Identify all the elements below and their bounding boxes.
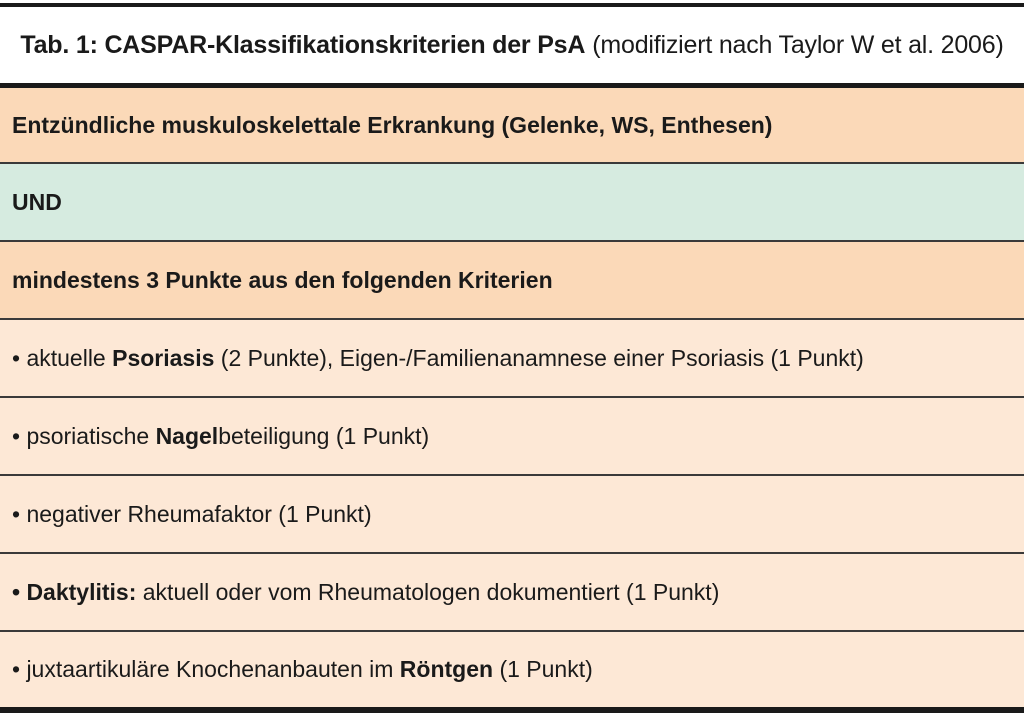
row-text-pre: • aktuelle (12, 344, 113, 371)
row-criterion-nail (0, 398, 1024, 476)
row-criterion-xray (0, 632, 1024, 707)
row-text-post: (2 Punkte), Eigen-/Familienanamnese einer Psoriasis (1 Punkt) (214, 344, 864, 371)
row-text-post: (1 Punkt) (493, 656, 593, 682)
table-caption (0, 7, 1024, 83)
row-text-bold: Psoriasis (112, 344, 215, 371)
row-text: Entzündliche muskuloskelettale Erkrankung (Gelenke, WS, Enthesen) (12, 111, 773, 138)
row-text: UND (12, 188, 62, 215)
table-body (0, 88, 1024, 707)
caption-source: (modifiziert nach Taylor W et al. 2006) (592, 30, 1004, 59)
row-text-pre: • juxtaartikuläre Knochenanbauten im (12, 656, 400, 682)
row-text: mindestens 3 Punkte aus den folgenden Kriterien (12, 266, 553, 293)
row-text-post: aktuell oder vom Rheumatologen dokumentiert (1 Punkt) (136, 578, 720, 605)
row-text-post: beteiligung (1 Punkt) (218, 422, 430, 449)
row-text-pre: • psoriatische (12, 422, 156, 449)
row-criterion-psoriasis (0, 320, 1024, 398)
row-inflammatory-disease (0, 88, 1024, 164)
bottom-rule (0, 707, 1024, 713)
caption-title: Tab. 1: CASPAR-Klassifikationskriterien der PsA (20, 30, 586, 59)
row-text-bold: • Daktylitis: (12, 578, 137, 605)
row-criterion-rheumatoid-factor (0, 476, 1024, 554)
row-text-bold: Nagel (155, 422, 219, 449)
row-criterion-dactylitis (0, 554, 1024, 632)
row-min-points (0, 242, 1024, 320)
row-text: • negativer Rheumafaktor (1 Punkt) (12, 500, 372, 527)
row-und (0, 164, 1024, 242)
row-text-bold: Röntgen (399, 656, 494, 682)
